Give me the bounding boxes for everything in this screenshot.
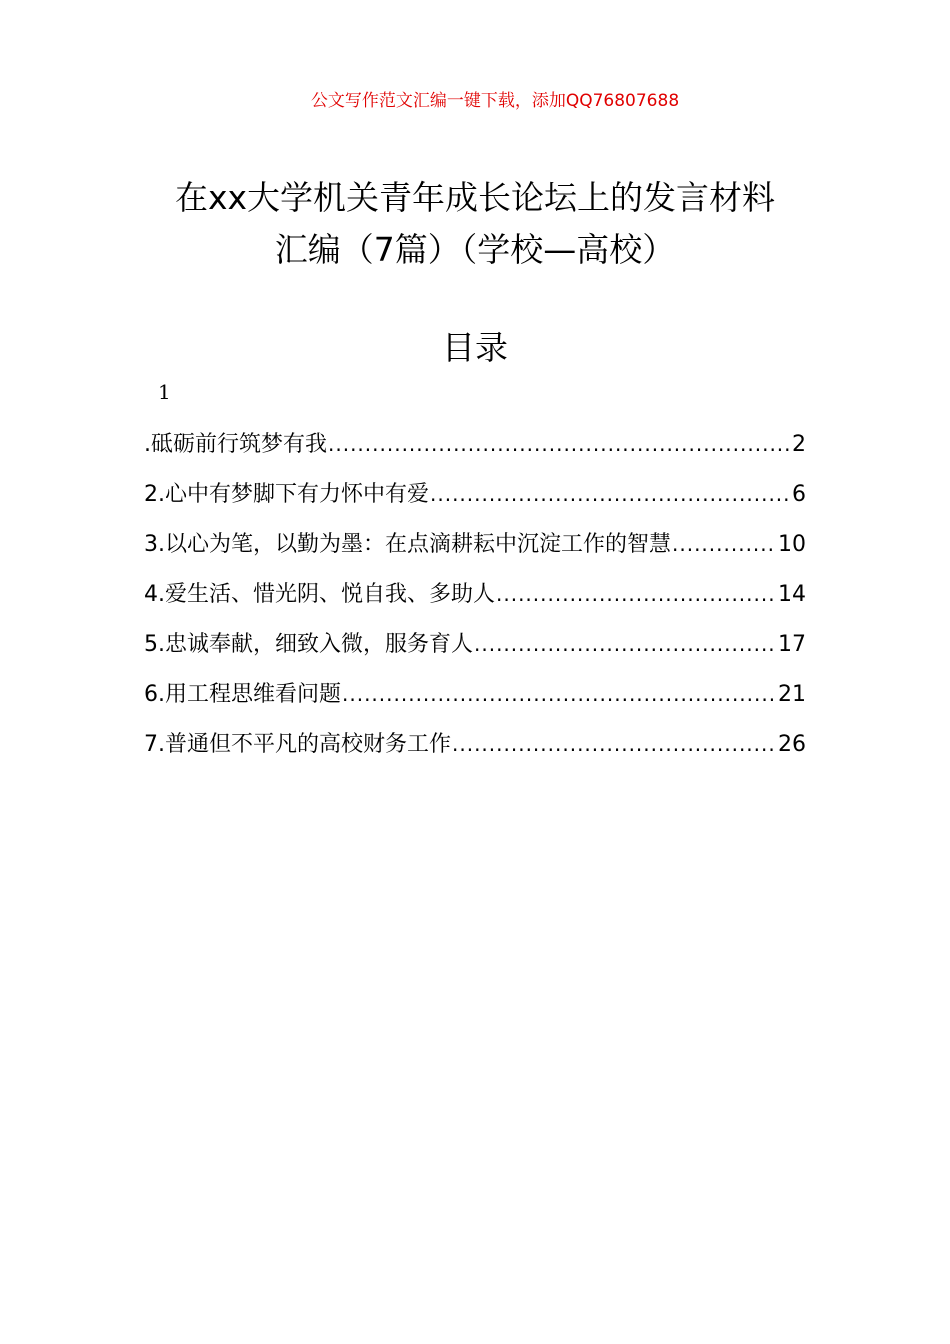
- toc-dot-leader: [496, 574, 777, 614]
- document-title-line-2: 汇编（7篇）（学校—高校）: [274, 230, 676, 269]
- toc-entry-title: 5.忠诚奉献，细致入微，服务育人: [144, 632, 473, 657]
- toc-entry[interactable]: [144, 674, 806, 724]
- toc-entry[interactable]: [144, 724, 806, 774]
- toc-dot-leader: [342, 674, 777, 714]
- toc-entry-title: 6.用工程思维看问题: [144, 682, 341, 707]
- toc-heading: 目录: [442, 328, 508, 367]
- header-download-note: 公文写作范文汇编一键下载，添加QQ76807688: [310, 91, 680, 111]
- toc-dot-leader: [430, 474, 791, 514]
- document-title-line-1: 在xx大学机关青年成长论坛上的发言材料: [174, 178, 776, 217]
- toc-entry[interactable]: [144, 574, 806, 624]
- toc-entry-title: 7.普通但不平凡的高校财务工作: [144, 732, 451, 757]
- toc-entry[interactable]: [144, 474, 806, 524]
- toc-entry-title: .砥砺前行筑梦有我: [144, 432, 327, 457]
- table-of-contents: [144, 424, 806, 774]
- toc-entry-page: 17: [778, 632, 806, 657]
- toc-entry-title: 4.爱生活、惜光阴、悦自我、多助人: [144, 582, 495, 607]
- toc-entry-page: 26: [778, 732, 806, 757]
- toc-entry[interactable]: [144, 524, 806, 574]
- toc-entry-page: 10: [778, 532, 806, 557]
- toc-entry-page: 21: [778, 682, 806, 707]
- toc-entry-title: 3.以心为笔，以勤为墨：在点滴耕耘中沉淀工作的智慧: [144, 532, 671, 557]
- toc-entry[interactable]: [144, 424, 806, 474]
- toc-entry-page: 14: [778, 582, 806, 607]
- toc-dot-leader: [474, 624, 777, 664]
- toc-entry-page: 2: [792, 432, 806, 457]
- toc-stray-number: 1: [158, 380, 171, 404]
- toc-entry-page: 6: [792, 482, 806, 507]
- document-title: [0, 172, 950, 276]
- toc-entry-title: 2.心中有梦脚下有力怀中有爱: [144, 482, 429, 507]
- toc-dot-leader: [452, 724, 777, 764]
- toc-dot-leader: [328, 424, 791, 464]
- toc-dot-leader: [672, 524, 777, 564]
- toc-entry[interactable]: [144, 624, 806, 674]
